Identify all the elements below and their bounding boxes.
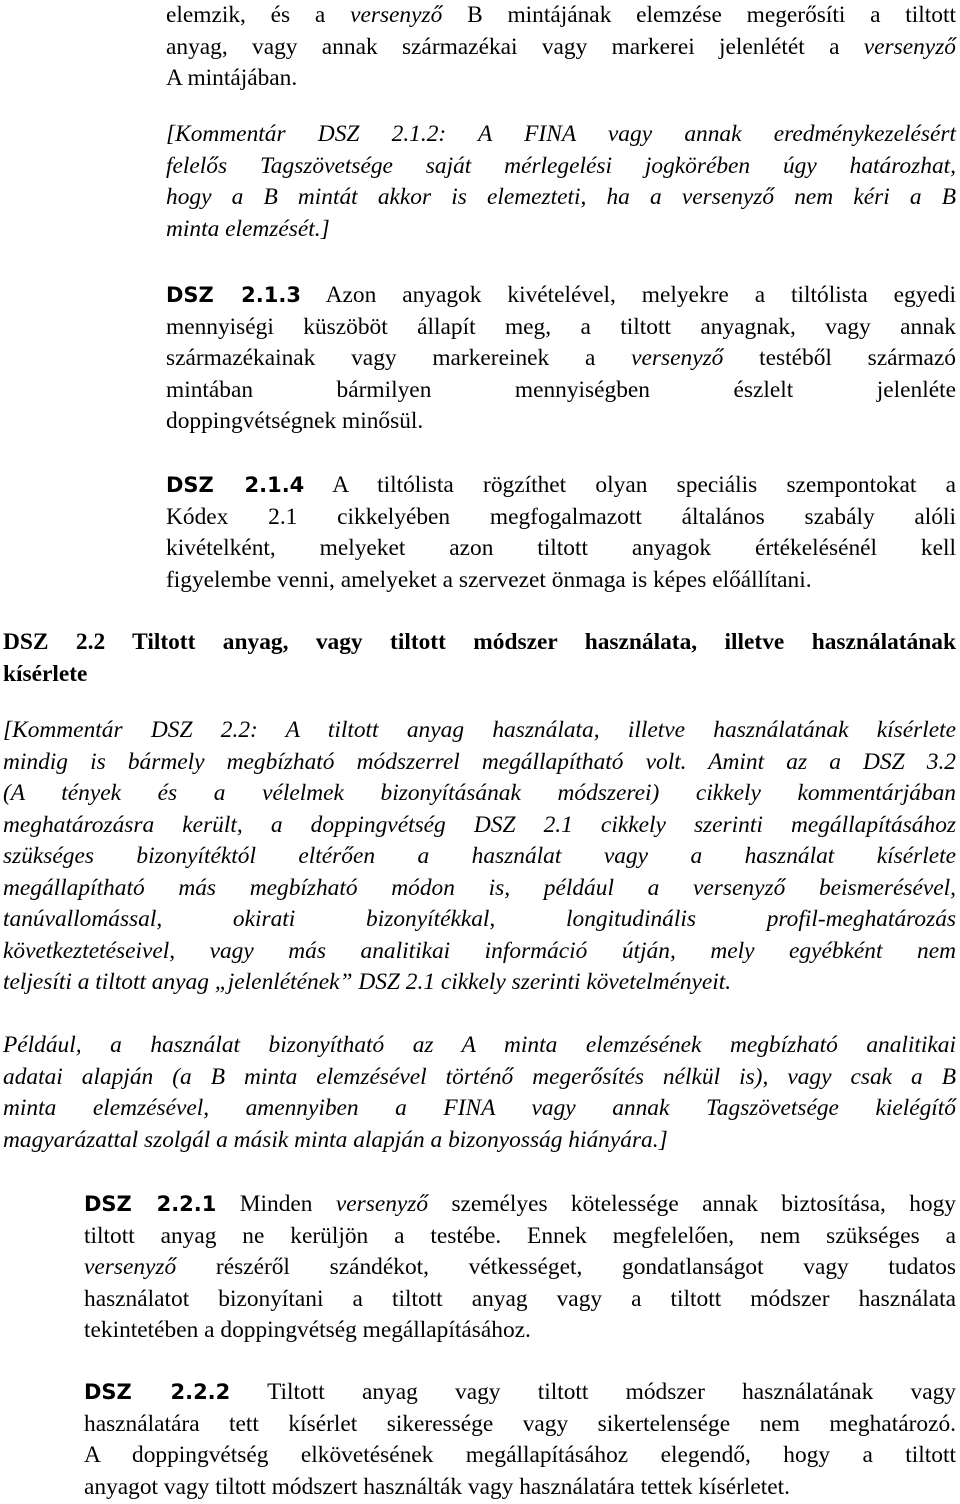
text-run: teljesíti a tiltott anyag „jelenlétének” DSZ 2.1 cikkely szerinti követelményeit. [3, 969, 732, 995]
text-line [3, 841, 956, 873]
text-run: versenyző [84, 1254, 177, 1280]
text-line [3, 747, 956, 779]
text-line [3, 873, 956, 905]
text-line [3, 1062, 956, 1094]
text-line [166, 214, 956, 246]
text-line [3, 904, 956, 936]
text-run: figyelembe venni, amelyeket a szervezet önmaga is képes előállítani. [166, 566, 812, 593]
text-run: megállapítható más megbízható módon is, például a versenyző beismerésével, [3, 874, 956, 901]
text-line [3, 627, 956, 659]
text-line [3, 1125, 956, 1157]
text-line [84, 1252, 956, 1284]
text-line [84, 1221, 956, 1253]
text-run: A tiltólista rögzíthet olyan speciális szempontokat a [304, 472, 956, 498]
text-line [84, 1377, 956, 1409]
paragraph-dsz-2-1-4 [166, 470, 956, 596]
text-run: Azon anyagok kivételével, melyekre a tiltólista egyedi [300, 282, 956, 308]
text-run: használatot bizonyítani a tiltott anyag vagy a tiltott módszer használata [84, 1285, 956, 1312]
text-run: tanúvallomással, okirati bizonyítékkal, longitudinális profil-meghatározás [3, 906, 956, 932]
text-run: anyag, vagy annak származékai vagy markerei jelenlétét a [166, 33, 864, 60]
paragraph-comment-dsz-2-1-2 [166, 119, 956, 245]
paragraph-dsz-2-1-3 [166, 280, 956, 438]
text-run: tekintetében a doppingvétség megállapításához. [84, 1317, 531, 1343]
text-line [3, 715, 956, 747]
text-line [166, 406, 956, 438]
text-run: kivételként, melyeket azon tiltott anyagok értékelésénél kell [166, 535, 956, 561]
paragraph-comment-dsz-2-2 [3, 715, 956, 999]
text-run: Kódex 2.1 cikkelyében megfogalmazott általános szabály alóli [166, 503, 956, 530]
text-line [166, 343, 956, 375]
text-run: Minden [216, 1191, 336, 1217]
text-run: A doppingvétség elkövetésének megállapításához elegendő, hogy a tiltott [84, 1442, 956, 1468]
paragraph-comment-example [3, 1030, 956, 1156]
paragraph-heading-dsz-2-2 [3, 627, 956, 690]
text-run: elemzik, és a [166, 2, 351, 28]
text-line [166, 470, 956, 502]
text-line [84, 1284, 956, 1316]
text-line [3, 936, 956, 968]
text-run: minta elemzését.] [166, 215, 330, 242]
text-line [84, 1189, 956, 1221]
text-run: részéről szándékot, vétkességet, gondatlanságot vagy tudatos [176, 1254, 956, 1280]
text-line [166, 151, 956, 183]
text-line [84, 1472, 956, 1504]
text-run: anyagot vagy tiltott módszert használták vagy használatára tettek kísérletet. [84, 1473, 791, 1500]
text-line [166, 312, 956, 344]
text-run: B mintájának elemzése megerősíti a tiltott [442, 2, 956, 28]
text-line [166, 280, 956, 312]
text-line [166, 182, 956, 214]
text-run: doppingvétségnek minősül. [166, 408, 424, 434]
text-line [84, 1409, 956, 1441]
text-run: Például, a használat bizonyítható az A minta elemzésének megbízható analitikai [3, 1032, 956, 1058]
text-line [166, 32, 956, 64]
text-line [3, 810, 956, 842]
text-run: használatára tett kísérlet sikeressége vagy sikertelensége nem meghatározó. [84, 1410, 956, 1437]
text-line [84, 1440, 956, 1472]
text-run: versenyző [350, 2, 443, 28]
text-run: mindig is bármely megbízható módszerrel megállapítható volt. Amint az a DSZ 3.2 [3, 748, 956, 775]
text-line [166, 502, 956, 534]
text-line [166, 533, 956, 565]
section-number: kísérlete [3, 660, 88, 687]
text-run: versenyző [335, 1191, 429, 1217]
text-line [3, 1093, 956, 1125]
paragraph-p1 [166, 0, 956, 95]
text-run: (A tények és a vélelmek bizonyításának módszerei) cikkely kommentárjában [3, 780, 956, 806]
text-line [3, 659, 956, 691]
text-run: A mintájában. [166, 65, 298, 91]
text-line [166, 119, 956, 151]
text-line [3, 967, 956, 999]
text-run: szükséges bizonyítéktól eltérően a használat vagy a használat kísérlete [3, 843, 956, 869]
text-line [166, 0, 956, 32]
text-run: magyarázattal szolgál a másik minta alapján a bizonyosság hiányára.] [3, 1126, 668, 1153]
text-run: [Kommentár DSZ 2.1.2: A FINA vagy annak eredménykezelésért [166, 121, 956, 147]
text-run: versenyző [863, 33, 956, 60]
text-line [166, 565, 956, 597]
text-run: testéből származó [723, 345, 956, 371]
text-line [3, 778, 956, 810]
text-run: tiltott anyag ne kerüljön a testébe. Ennek megfelelően, nem szükséges a [84, 1222, 956, 1249]
section-number: DSZ 2.2.1 [84, 1192, 217, 1216]
text-run: minta elemzésével, amennyiben a FINA vagy annak Tagszövetsége kielégítő [3, 1095, 956, 1121]
text-line [166, 63, 956, 95]
text-run: versenyző [631, 345, 724, 371]
section-number: DSZ 2.2 Tiltott anyag, vagy tiltott módszer használata, illetve használatának [3, 629, 956, 655]
text-run: Tiltott anyag vagy tiltott módszer használatának vagy [230, 1379, 956, 1405]
text-run: hogy a B mintát akkor is elemezteti, ha a versenyző nem kéri a B [166, 184, 956, 210]
text-run: felelős Tagszövetsége saját mérlegelési jogkörében úgy határozhat, [166, 152, 956, 179]
section-number: DSZ 2.1.4 [166, 473, 305, 497]
text-run: adatai alapján (a B minta elemzésével történő megerősítés nélkül is), vagy csak a B [3, 1063, 956, 1090]
text-line [166, 375, 956, 407]
section-number: DSZ 2.1.3 [166, 283, 301, 307]
text-run: következtetéseivel, vagy más analitikai információ útján, mely egyébként nem [3, 937, 956, 964]
text-run: mennyiségi küszöböt állapít meg, a tiltott anyagnak, vagy annak [166, 313, 956, 340]
section-number: DSZ 2.2.2 [84, 1380, 231, 1404]
text-line [3, 1030, 956, 1062]
paragraph-dsz-2-2-1 [84, 1189, 956, 1347]
text-run: meghatározásra került, a doppingvétség DSZ 2.1 cikkely szerinti megállapításához [3, 811, 956, 838]
text-run: származékainak vagy markereinek a [166, 345, 632, 371]
text-run: mintában bármilyen mennyiségben észlelt jelenléte [166, 376, 956, 403]
text-run: [Kommentár DSZ 2.2: A tiltott anyag használata, illetve használatának kísérlete [3, 717, 956, 743]
paragraph-dsz-2-2-2 [84, 1377, 956, 1503]
text-run: személyes kötelessége annak biztosítása, hogy [428, 1191, 956, 1217]
text-line [84, 1315, 956, 1347]
